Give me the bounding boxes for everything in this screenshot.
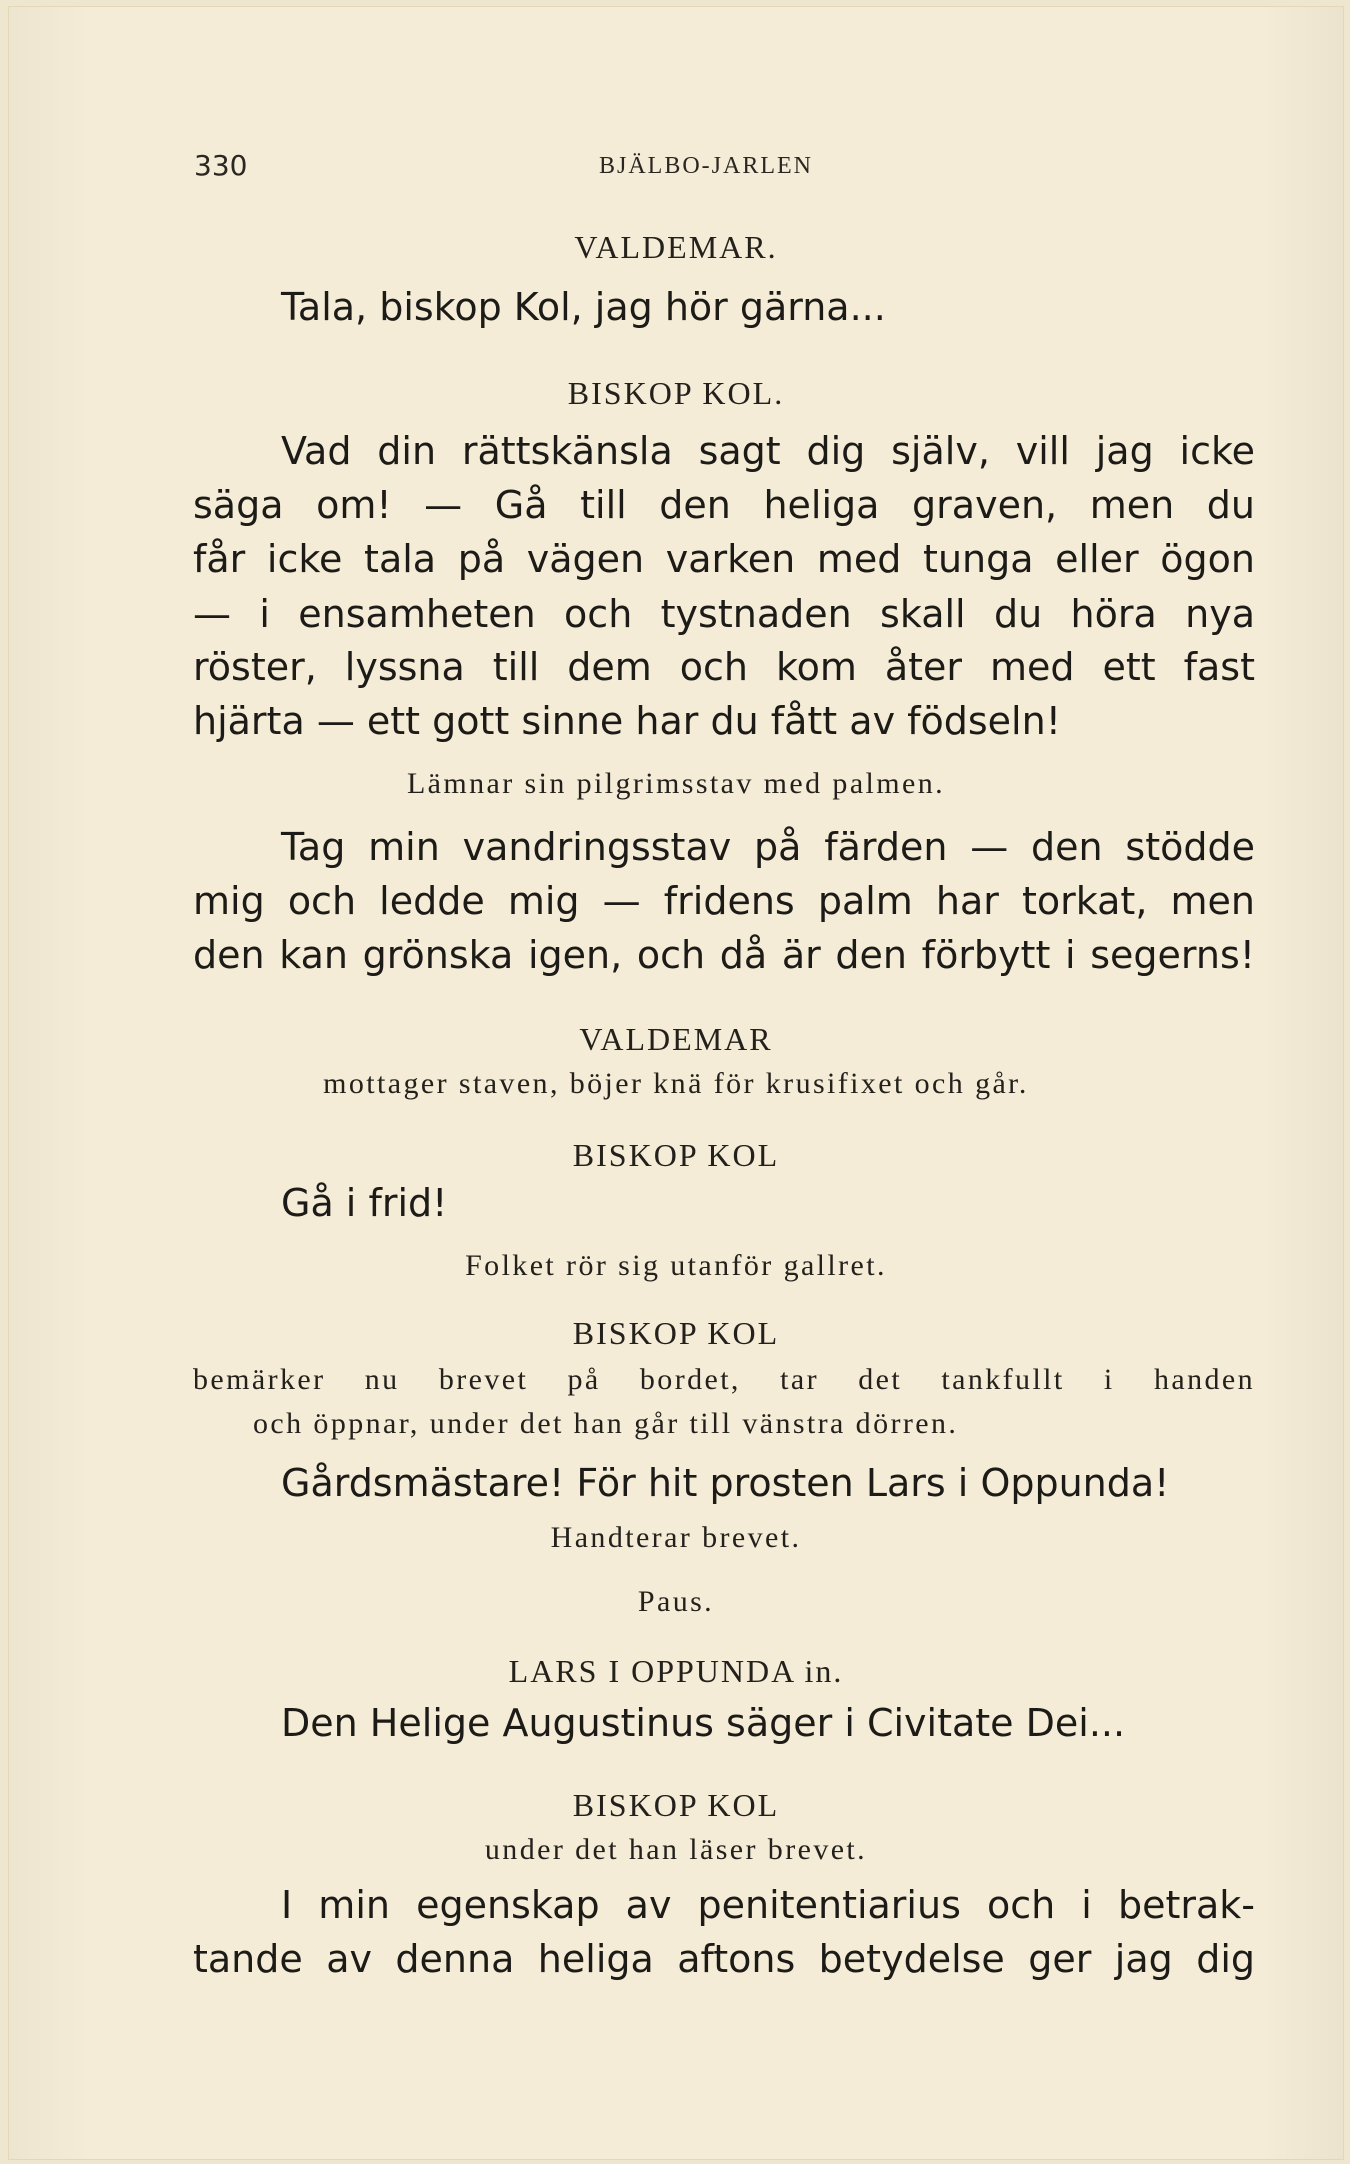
dialogue-line: Gå i frid! xyxy=(281,1181,448,1225)
speaker-valdemar: VALDEMAR. xyxy=(574,229,778,265)
dialogue-line: Tala, biskop Kol, jag hör gärna... xyxy=(281,285,886,329)
speaker-biskop-kol: BISKOP KOL xyxy=(572,1315,780,1351)
speaker-valdemar: VALDEMAR xyxy=(579,1021,773,1057)
stage-direction: Lämnar sin pilgrimsstav med palmen. xyxy=(406,767,946,800)
stage-direction: och öppnar, under det han går till vänstra dörren. xyxy=(253,1407,959,1440)
paragraph-line: I min egenskap av penitentiarius och i betrak- xyxy=(281,1883,1255,1927)
stage-direction: Handterar brevet. xyxy=(550,1521,802,1554)
dialogue-line: Den Helige Augustinus säger i Civitate Dei... xyxy=(281,1701,1126,1745)
paragraph-line: tande av denna heliga aftons betydelse ger jag dig xyxy=(193,1937,1255,1981)
paragraph-line: säga om! — Gå till den heliga graven, men du xyxy=(193,483,1255,527)
paragraph-line: mig och ledde mig — fridens palm har torkat, men xyxy=(193,879,1255,923)
paragraph-line: Vad din rättskänsla sagt dig själv, vill jag icke xyxy=(281,429,1255,473)
paragraph-line: den kan grönska igen, och då är den förbytt i segerns! xyxy=(193,933,1255,977)
running-head xyxy=(9,149,1343,189)
stage-direction: bemärker nu brevet på bordet, tar det tankfullt i handen xyxy=(193,1363,1255,1396)
speaker-lars-i-oppunda: LARS I OPPUNDA in. xyxy=(508,1653,844,1689)
paragraph-line: får icke tala på vägen varken med tunga eller ögon xyxy=(193,537,1255,581)
stage-direction: mottager staven, böjer knä för krusifixet och går. xyxy=(323,1067,1029,1100)
running-title: BJÄLBO-JARLEN xyxy=(599,153,814,179)
stage-direction: under det han läser brevet. xyxy=(484,1833,868,1866)
paragraph-line: röster, lyssna till dem och kom åter med ett fast xyxy=(193,645,1255,689)
speaker-biskop-kol: BISKOP KOL. xyxy=(567,375,785,411)
stage-direction: Folket rör sig utanför gallret. xyxy=(465,1249,887,1282)
dialogue-line: Gårdsmästare! För hit prosten Lars i Oppunda! xyxy=(281,1461,1170,1505)
page-number: 330 xyxy=(194,149,248,182)
speaker-biskop-kol: BISKOP KOL xyxy=(572,1137,780,1173)
paragraph-line: hjärta — ett gott sinne har du fått av födseln! xyxy=(193,699,1061,743)
stage-direction: Paus. xyxy=(637,1585,715,1618)
paragraph-line: Tag min vandringsstav på färden — den stödde xyxy=(281,825,1255,869)
book-page xyxy=(8,6,1344,2160)
speaker-biskop-kol: BISKOP KOL xyxy=(572,1787,780,1823)
paragraph-line: — i ensamheten och tystnaden skall du höra nya xyxy=(193,592,1255,636)
